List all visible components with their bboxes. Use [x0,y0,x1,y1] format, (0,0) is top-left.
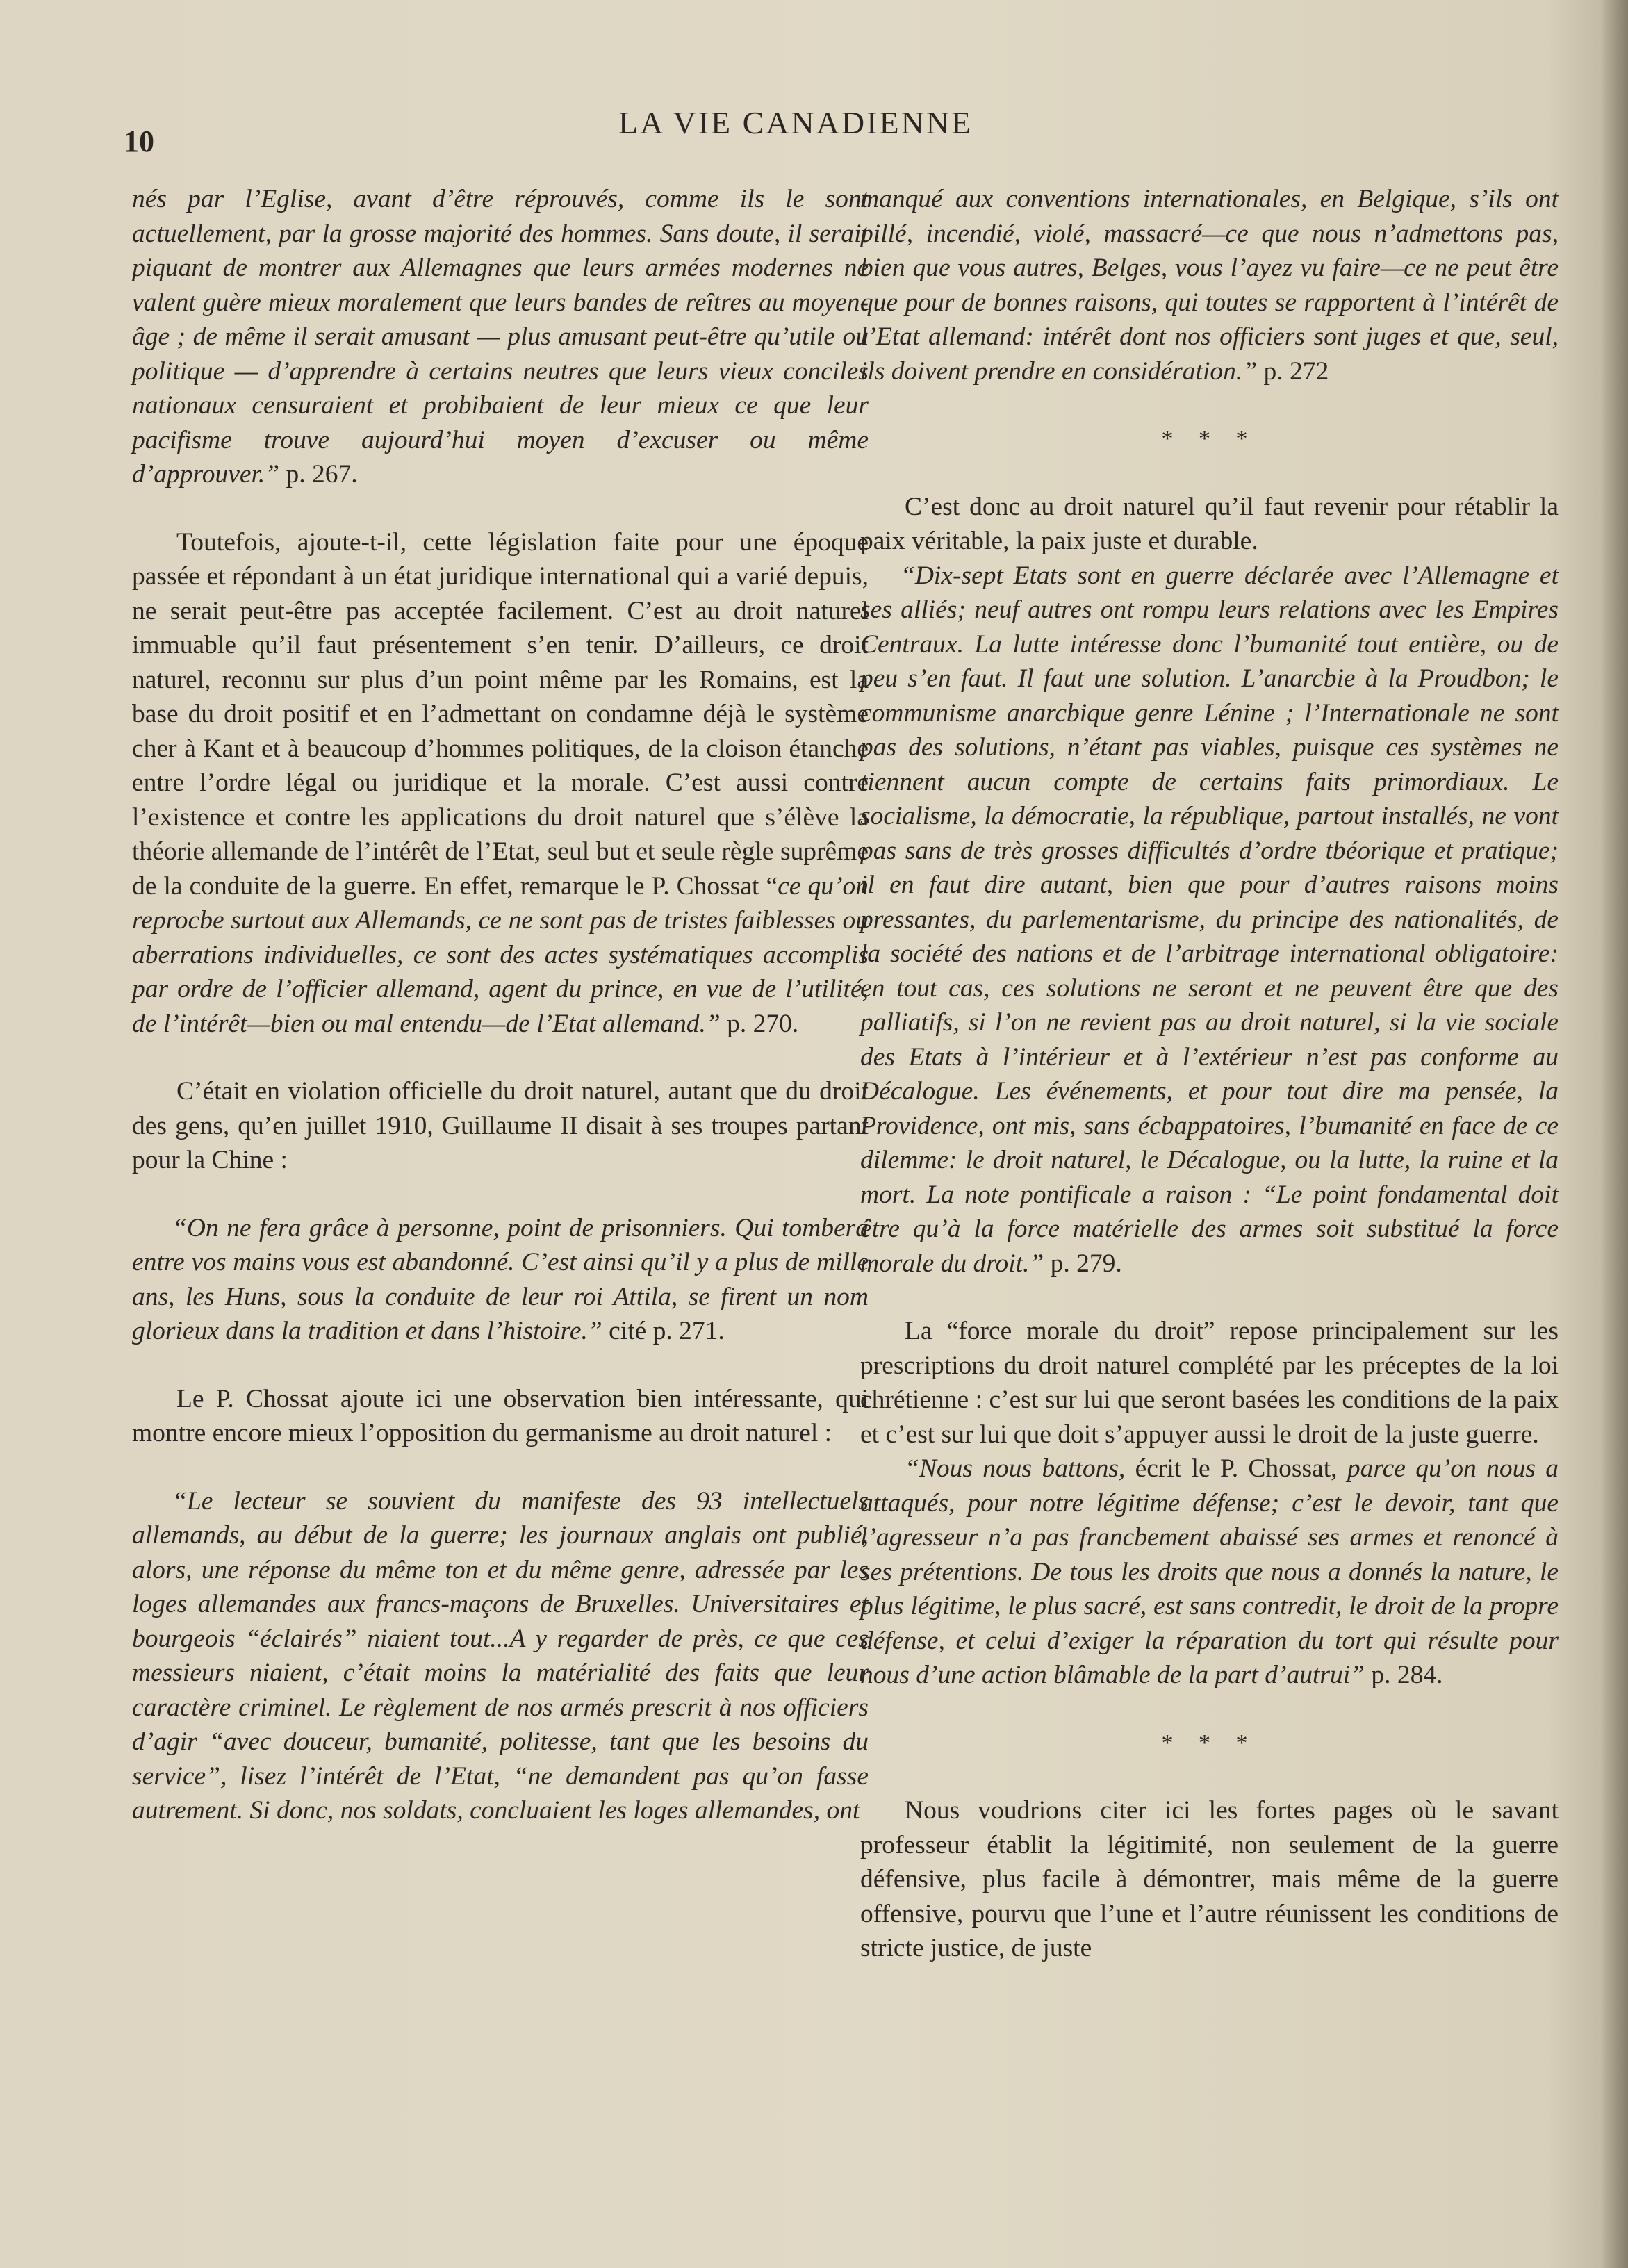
page-spine-shadow [1600,0,1628,2268]
paragraph [132,1211,869,1349]
right-column [860,182,1559,1966]
quote-text: nés par l’Eglise, avant d’être réprouvés, comme ils le sont actuellement, par la grosse majorité des hommes. Sans doute, il serait piquant de montrer aux Allemagnes que leurs armées modernes ne valent guère mieux moralement que leurs bandes de reîtres au moyen-âge ; de même il serait amusant — plus amusant peut-être qu’utile ou politique — d’apprendre à certains neutres que leurs vieux conciles nationaux censuraient et probibaient de leur mieux ce que leur pacifisme trouve aujourd’hui moyen d’excuser ou même d’approuver.” [132,185,869,488]
quote-text: “Nous nous battons, [905,1454,1135,1483]
quote-text: parce qu’on nous a attaqués, pour notre légitime défense; c’est le devoir, tant que l’agresseur n’a pas francbement abaissé ses armes et renoncé à ses prétentions. De tous les droits que nous a donnés la nature, le plus légitime, le plus sacré, est sans contredit, le droit de la propre défense, et celui d’exiger la réparation du tort qui résulte pour nous d’une action blâmable de la part d’autrui” [860,1454,1559,1689]
paragraph: C’était en violation officielle du droit naturel, autant que du droit des gens, qu’en juillet 1910, Guillaume II disait à ses troupes partant pour la Chine : [132,1077,869,1174]
paragraph: C’est donc au droit naturel qu’il faut revenir pour rétablir la paix véritable, la paix juste et durable. [860,492,1559,555]
body-text: Toutefois, ajoute-t-il, cette législation faite pour une époque passée et répondant à un état juridique international qui a varié depuis, ne serait peut-être pas acceptée facilement. C’est au droit naturel immuable qu’il faut présentement s’en tenir. D’ailleurs, ce droit naturel, reconnu sur plus d’un point même par les Romains, est la base du droit positif et en l’admettant on condamne déjà le système cher à Kant et à beaucoup d’hommes politiques, de la cloison étanche entre l’ordre légal ou juridique et la morale. C’est aussi contre l’existence et contre les applications du droit naturel que s’élève la théorie allemande de l’intérêt de l’Etat, seul but et seule règle suprême de la conduite de la guerre. En effet, remarque le P. Chossat “ [132,527,869,901]
quote-text: “On ne fera grâce à personne, point de prisonniers. Qui tombera entre vos mains vous est abandonné. C’est ainsi qu’il y a plus de mille ans, les Huns, sous la conduite de leur roi Attila, se firent un nom glorieux dans la tradition et dans l’histoire.” [132,1213,869,1345]
citation: p. 279. [1044,1249,1122,1278]
page-number: 10 [124,124,154,158]
citation: p. 267. [279,460,358,488]
paragraph: Le P. Chossat ajoute ici une observation bien intéressante, qui montre encore mieux l’opposition du germanisme au droit naturel : [132,1384,869,1447]
citation: p. 270. [720,1009,799,1038]
citation: cité p. 271. [602,1317,725,1345]
quote-text: manqué aux conventions internationales, en Belgique, s’ils ont pillé, incendié, violé, massacré—ce que nous n’admettons pas, bien que vous autres, Belges, vous l’ayez vu faire—ce ne peut être que pour de bonnes raisons, qui toutes se rapportent à l’intérêt de l’Etat allemand: intérêt dont nos officiers sont juges et que, seul, ils doivent prendre en considération.” [860,185,1559,386]
running-head: LA VIE CANADIENNE [618,105,973,140]
paragraph [132,182,869,492]
quote-text: “Dix-sept Etats sont en guerre déclarée avec l’Allemagne et ses alliés; neuf autres ont rompu leurs relations avec les Empires Centraux. La lutte intéresse donc l’bumanité tout entière, ou de peu s’en faut. Il faut une solution. L’anarcbie à la Proudbon; le communisme anarcbique genre Lénine ; l’Internationale ne sont pas des solutions, n’étant pas viables, puisque ces systèmes ne tiennent aucun compte de certains faits primordiaux. Le socialisme, la démocratie, la république, partout installés, ne vont pas sans de très grosses difficultés d’ordre tbéorique et pratique; il en faut dire autant, bien que pour d’autres raisons moins pressantes, du parlementarisme, du principe des nationalités, de la société des nations et de l’arbitrage international obligatoire: en tout cas, ces solutions ne seront et ne peuvent être que des palliatifs, si l’on ne revient pas au droit naturel, si la vie sociale des Etats à l’intérieur et à l’extérieur n’est pas conforme au Décalogue. Les événements, et pour tout dire ma pensée, la Providence, ont mis, sans écbappatoires, l’bumanité en face de ce dilemme: le droit naturel, le Décalogue, ou la lutte, la ruine et la mort. La note pontificale a raison : “Le point fondamental doit être qu’à la force matérielle des armes soit substitué la force morale du droit.” [860,561,1559,1278]
citation: p. 272 [1257,356,1329,386]
paragraph [132,525,869,1042]
paragraph [860,182,1559,388]
paragraph [860,1452,1559,1693]
left-column [132,182,869,1828]
paragraph: La “force morale du droit” repose principalement sur les prescriptions du droit naturel complété par les préceptes de la loi chrétienne : c’est sur lui que seront basées les conditions de la paix et c’est sur lui que doit s’appuyer aussi le droit de la juste guerre. [860,1317,1559,1449]
section-separator: * * * [1161,1729,1258,1756]
quote-text: ce qu’on reprocbe surtout aux Allemands, ce ne sont pas de tristes faiblesses ou aberrations individuelles, ce sont des actes systématiques accomplis par ordre de l’officier allemand, agent du prince, en vue de l’utilité, de l’intérêt—bien ou mal entendu—de l’Etat allemand.” [132,871,869,1038]
paragraph: “Le lecteur se souvient du manifeste des 93 intellectuels allemands, au début de la guerre; les journaux anglais ont publié, alors, une réponse du même ton et du même genre, adressée par les loges allemandes aux francs-maçons de Bruxelles. Universitaires et bourgeois “éclairés” niaient tout...A y regarder de près, ce que ces messieurs niaient, c’était moins la matérialité des faits que leur caractère criminel. Le règlement de nos armés prescrit à nos officiers d’agir “avec douceur, bumanité, politesse, tant que les besoins du service”, lisez l’intérêt de l’Etat, “ne demandent pas qu’on fasse autrement. Si donc, nos soldats, concluaient les loges allemandes, ont [132,1486,869,1825]
section-separator: * * * [1161,426,1258,452]
body-text: écrit le P. Chossat, [1135,1454,1347,1483]
citation: p. 284. [1365,1661,1443,1689]
paragraph [860,559,1559,1281]
paragraph: Nous voudrions citer ici les fortes pages où le savant professeur établit la légitimité, non seulement de la guerre défensive, plus facile à démontrer, mais même de la guerre offensive, pourvu que l’une et l’autre réunissent les conditions de stricte justice, de juste [860,1796,1559,1962]
